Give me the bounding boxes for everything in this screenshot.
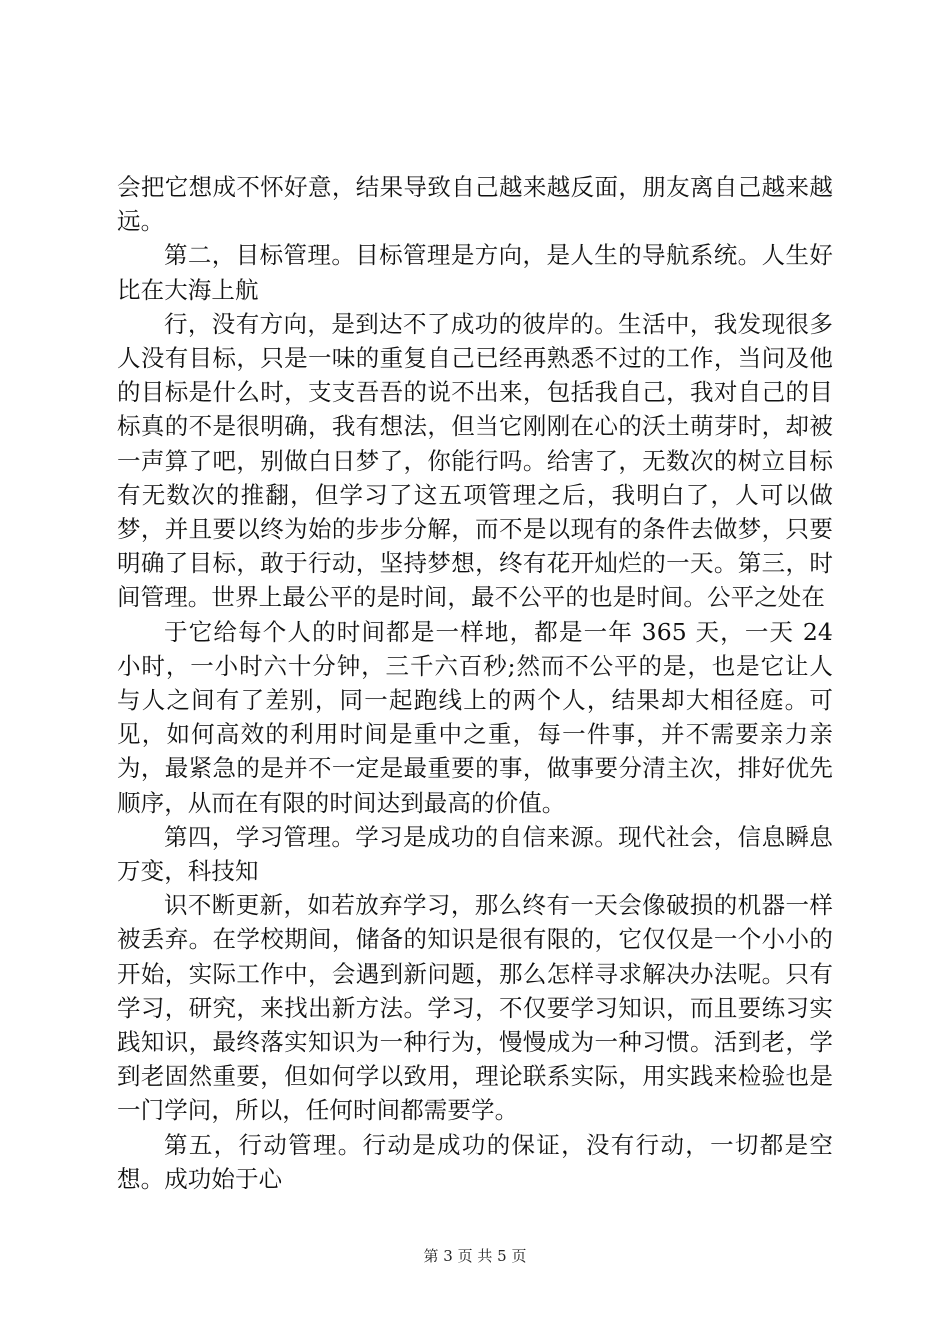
paragraph: 第二，目标管理。目标管理是方向，是人生的导航系统。人生好比在大海上航	[117, 241, 833, 304]
body-text	[117, 170, 833, 1196]
paragraph: 第四，学习管理。学习是成功的自信来源。现代社会，信息瞬息万变，科技知	[117, 822, 833, 886]
page-number-label: 第 3 页 共 5 页	[423, 1247, 527, 1265]
paragraph: 会把它想成不怀好意，结果导致自己越来越反面，朋友离自己越来越远。	[117, 173, 833, 236]
paragraph: 于它给每个人的时间都是一样地，都是一年 365 天，一天 24 小时，一小时六十分钟，三千六百秒;然而不公平的是，也是它让人与人之间有了差别，同一起跑线上的两个人，结果却大相径庭。可见，如何高效的利用时间是重中之重，每一件事，并不需要亲力亲为，最紧急的是并不一定是最重要的事，做事要分清主次，排好优先顺序，从而在有限的时间达到最高的价值。	[117, 617, 833, 817]
paragraph: 行，没有方向，是到达不了成功的彼岸的。生活中，我发现很多人没有目标，只是一味的重复自己已经再熟悉不过的工作，当问及他的目标是什么时，支支吾吾的说不出来，包括我自己，我对自己的目标真的不是很明确，我有想法，但当它刚刚在心的沃土萌芽时，却被一声算了吧，别做白日梦了，你能行吗。给害了，无数次的树立目标有无数次的推翻，但学习了这五项管理之后，我明白了，人可以做梦，并且要以终为始的步步分解，而不是以现有的条件去做梦，只要明确了目标，敢于行动，坚持梦想，终有花开灿烂的一天。第三，时间管理。世界上最公平的是时间，最不公平的也是时间。公平之处在	[117, 309, 833, 612]
page-footer	[0, 1246, 950, 1266]
paragraph: 第五，行动管理。行动是成功的保证，没有行动，一切都是空想。成功始于心	[117, 1130, 833, 1193]
paragraph: 识不断更新，如若放弃学习，那么终有一天会像破损的机器一样被丢弃。在学校期间，储备的知识是很有限的，它仅仅是一个小小的开始，实际工作中，会遇到新问题，那么怎样寻求解决办法呢。只有学习，研究，来找出新方法。学习，不仅要学习知识，而且要练习实践知识，最终落实知识为一种行为，慢慢成为一种习惯。活到老，学到老固然重要，但如何学以致用，理论联系实际，用实践来检验也是一门学问，所以，任何时间都需要学。	[117, 891, 833, 1125]
